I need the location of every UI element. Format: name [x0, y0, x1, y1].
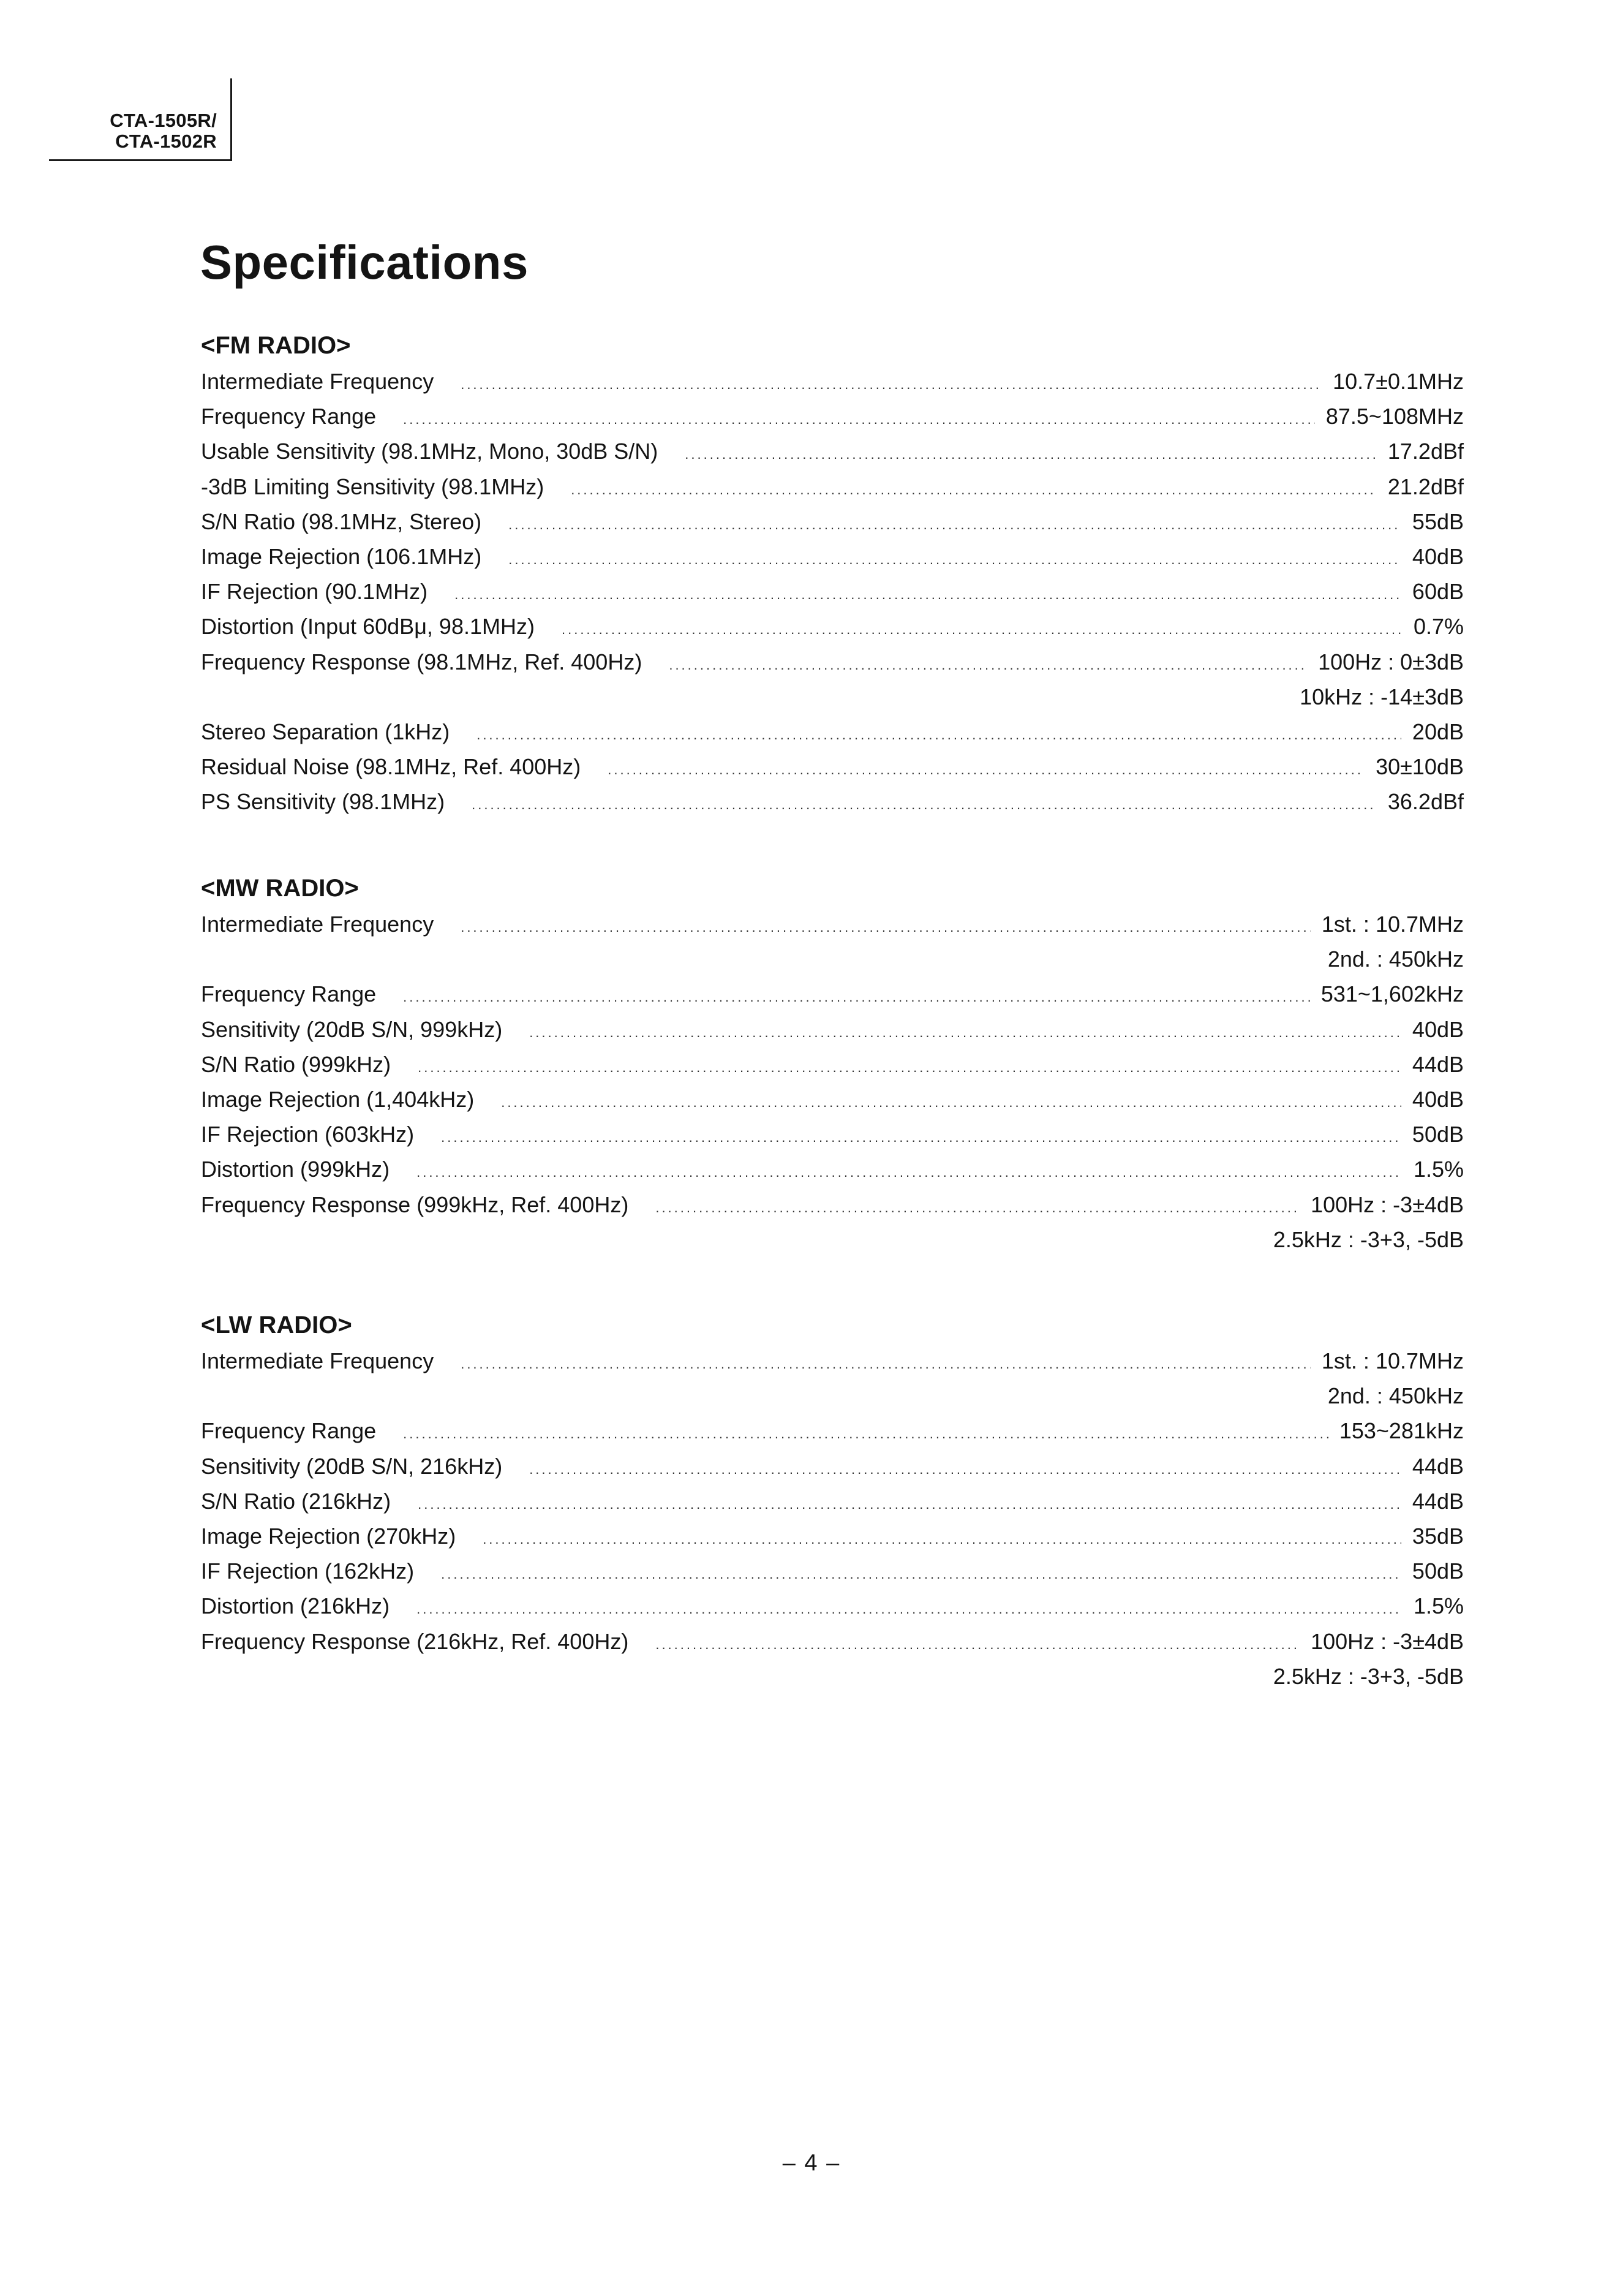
- spec-label: Sensitivity (20dB S/N, 216kHz): [201, 1453, 503, 1479]
- spec-value: 153~281kHz: [1339, 1418, 1464, 1444]
- spec-row: [201, 644, 1464, 679]
- spec-value: 1st. : 10.7MHz: [1321, 1348, 1464, 1373]
- spec-label: Frequency Range: [201, 1418, 377, 1444]
- dot-leader: [655, 1627, 1300, 1662]
- spec-row: [201, 1012, 1464, 1047]
- spec-label: Intermediate Frequency: [201, 369, 434, 394]
- spec-value: 1.5%: [1413, 1157, 1464, 1182]
- section-title: <MW RADIO>: [201, 875, 359, 902]
- spec-label: Frequency Response (999kHz, Ref. 400Hz): [201, 1191, 629, 1217]
- spec-value: 44dB: [1412, 1051, 1464, 1077]
- spec-label: Usable Sensitivity (98.1MHz, Mono, 30dB S/N): [201, 439, 658, 464]
- spec-row: [201, 714, 1464, 749]
- spec-row: [201, 1519, 1464, 1554]
- spec-row: [201, 1484, 1464, 1519]
- spec-list: [201, 907, 1464, 1257]
- dot-leader: [416, 1592, 1403, 1626]
- spec-row: [201, 1413, 1464, 1448]
- spec-value-secondary: 10kHz : -14±3dB: [1300, 684, 1464, 709]
- spec-value: 1.5%: [1413, 1593, 1464, 1619]
- spec-value: 35dB: [1412, 1523, 1464, 1549]
- spec-label: Intermediate Frequency: [201, 912, 434, 937]
- spec-value: 100Hz : -3±4dB: [1311, 1628, 1464, 1654]
- spec-row: [201, 1082, 1464, 1117]
- spec-label: PS Sensitivity (98.1MHz): [201, 789, 445, 815]
- spec-label: Image Rejection (270kHz): [201, 1523, 456, 1549]
- section-title: <LW RADIO>: [201, 1312, 352, 1339]
- spec-value: 40dB: [1412, 543, 1464, 569]
- spec-row: [201, 1117, 1464, 1152]
- model-number-line-1: CTA-1505R/: [110, 110, 217, 131]
- spec-value: 40dB: [1412, 1016, 1464, 1042]
- spec-value: 50dB: [1412, 1558, 1464, 1584]
- spec-row-continuation: [201, 1659, 1464, 1694]
- spec-value-secondary: 2.5kHz : -3+3, -5dB: [1273, 1663, 1464, 1689]
- dot-leader: [403, 1416, 1328, 1451]
- dot-leader: [669, 648, 1307, 682]
- spec-row: [201, 539, 1464, 574]
- dot-leader: [461, 367, 1322, 402]
- spec-row: [201, 976, 1464, 1011]
- spec-label: Distortion (999kHz): [201, 1157, 390, 1182]
- spec-label: Frequency Response (98.1MHz, Ref. 400Hz): [201, 649, 642, 674]
- spec-value: 44dB: [1412, 1488, 1464, 1514]
- spec-label: Stereo Separation (1kHz): [201, 719, 450, 744]
- spec-list: [201, 364, 1464, 819]
- dot-leader: [403, 980, 1310, 1014]
- spec-value-secondary: 2nd. : 450kHz: [1327, 1383, 1464, 1409]
- dot-leader: [472, 787, 1377, 822]
- model-number-box: [49, 78, 232, 161]
- spec-label: Distortion (Input 60dBμ, 98.1MHz): [201, 614, 535, 640]
- spec-label: Frequency Response (216kHz, Ref. 400Hz): [201, 1628, 629, 1654]
- dot-leader: [403, 402, 1315, 437]
- spec-row: [201, 784, 1464, 819]
- spec-row: [201, 1152, 1464, 1187]
- spec-row-continuation: [201, 1378, 1464, 1413]
- dot-leader: [655, 1190, 1300, 1225]
- spec-row: [201, 749, 1464, 784]
- spec-row: [201, 399, 1464, 434]
- spec-value: 40dB: [1412, 1086, 1464, 1112]
- page-number: – 4 –: [782, 2150, 841, 2176]
- mw-radio-section: [201, 870, 1464, 1257]
- spec-value: 55dB: [1412, 508, 1464, 534]
- fm-radio-section: [201, 327, 1464, 819]
- dot-leader: [418, 1050, 1401, 1085]
- spec-value: 100Hz : 0±3dB: [1318, 649, 1464, 674]
- dot-leader: [441, 1120, 1401, 1155]
- spec-value: 531~1,602kHz: [1320, 981, 1464, 1007]
- section-title: <FM RADIO>: [201, 332, 351, 359]
- spec-row: [201, 1047, 1464, 1082]
- spec-row: [201, 609, 1464, 644]
- spec-row: [201, 434, 1464, 469]
- spec-row-continuation: [201, 942, 1464, 976]
- spec-row: [201, 1187, 1464, 1222]
- spec-row: [201, 1554, 1464, 1588]
- spec-value-secondary: 2nd. : 450kHz: [1327, 946, 1464, 972]
- spec-row-continuation: [201, 679, 1464, 714]
- dot-leader: [562, 612, 1403, 647]
- spec-value: 20dB: [1412, 719, 1464, 744]
- page-title: Specifications: [200, 235, 529, 289]
- spec-label: Image Rejection (1,404kHz): [201, 1086, 475, 1112]
- dot-leader: [416, 1155, 1403, 1190]
- spec-label: Residual Noise (98.1MHz, Ref. 400Hz): [201, 754, 581, 780]
- lw-radio-section: [201, 1307, 1464, 1694]
- spec-label: Image Rejection (106.1MHz): [201, 543, 482, 569]
- spec-value: 36.2dBf: [1387, 789, 1464, 815]
- spec-value-secondary: 2.5kHz : -3+3, -5dB: [1273, 1226, 1464, 1252]
- spec-value: 50dB: [1412, 1122, 1464, 1147]
- spec-label: IF Rejection (90.1MHz): [201, 579, 428, 605]
- spec-value: 17.2dBf: [1387, 439, 1464, 464]
- spec-value: 44dB: [1412, 1453, 1464, 1479]
- dot-leader: [508, 542, 1401, 577]
- dot-leader: [418, 1487, 1401, 1522]
- spec-label: S/N Ratio (216kHz): [201, 1488, 391, 1514]
- spec-value: 87.5~108MHz: [1325, 404, 1464, 429]
- dot-leader: [571, 472, 1377, 507]
- dot-leader: [441, 1557, 1401, 1592]
- spec-label: Sensitivity (20dB S/N, 999kHz): [201, 1016, 503, 1042]
- dot-leader: [608, 752, 1365, 787]
- spec-value: 60dB: [1412, 579, 1464, 605]
- spec-row: [201, 1343, 1464, 1378]
- dot-leader: [529, 1015, 1401, 1050]
- dot-leader: [461, 1346, 1311, 1381]
- spec-row: [201, 504, 1464, 539]
- dot-leader: [461, 910, 1311, 945]
- spec-row: [201, 1449, 1464, 1484]
- spec-value: 30±10dB: [1376, 754, 1464, 780]
- spec-row: [201, 1624, 1464, 1659]
- dot-leader: [508, 507, 1401, 542]
- spec-label: Frequency Range: [201, 981, 377, 1007]
- spec-label: Intermediate Frequency: [201, 1348, 434, 1373]
- spec-label: Frequency Range: [201, 404, 377, 429]
- spec-label: -3dB Limiting Sensitivity (98.1MHz): [201, 474, 544, 499]
- model-number-line-2: CTA-1502R: [115, 130, 217, 152]
- spec-label: IF Rejection (603kHz): [201, 1122, 415, 1147]
- spec-row: [201, 469, 1464, 504]
- spec-value: 100Hz : -3±4dB: [1311, 1191, 1464, 1217]
- spec-value: 10.7±0.1MHz: [1333, 369, 1464, 394]
- dot-leader: [529, 1452, 1401, 1487]
- dot-leader: [454, 577, 1401, 612]
- spec-value: 21.2dBf: [1387, 474, 1464, 499]
- spec-row: [201, 574, 1464, 609]
- spec-label: Distortion (216kHz): [201, 1593, 390, 1619]
- spec-list: [201, 1343, 1464, 1694]
- spec-label: S/N Ratio (98.1MHz, Stereo): [201, 508, 482, 534]
- spec-row: [201, 1588, 1464, 1623]
- spec-row-continuation: [201, 1222, 1464, 1257]
- dot-leader: [685, 437, 1377, 472]
- dot-leader: [501, 1085, 1401, 1120]
- dot-leader: [476, 717, 1401, 752]
- spec-value: 1st. : 10.7MHz: [1321, 912, 1464, 937]
- spec-value: 0.7%: [1413, 614, 1464, 640]
- spec-row: [201, 907, 1464, 942]
- spec-label: IF Rejection (162kHz): [201, 1558, 415, 1584]
- dot-leader: [483, 1522, 1401, 1557]
- spec-row: [201, 364, 1464, 399]
- spec-label: S/N Ratio (999kHz): [201, 1051, 391, 1077]
